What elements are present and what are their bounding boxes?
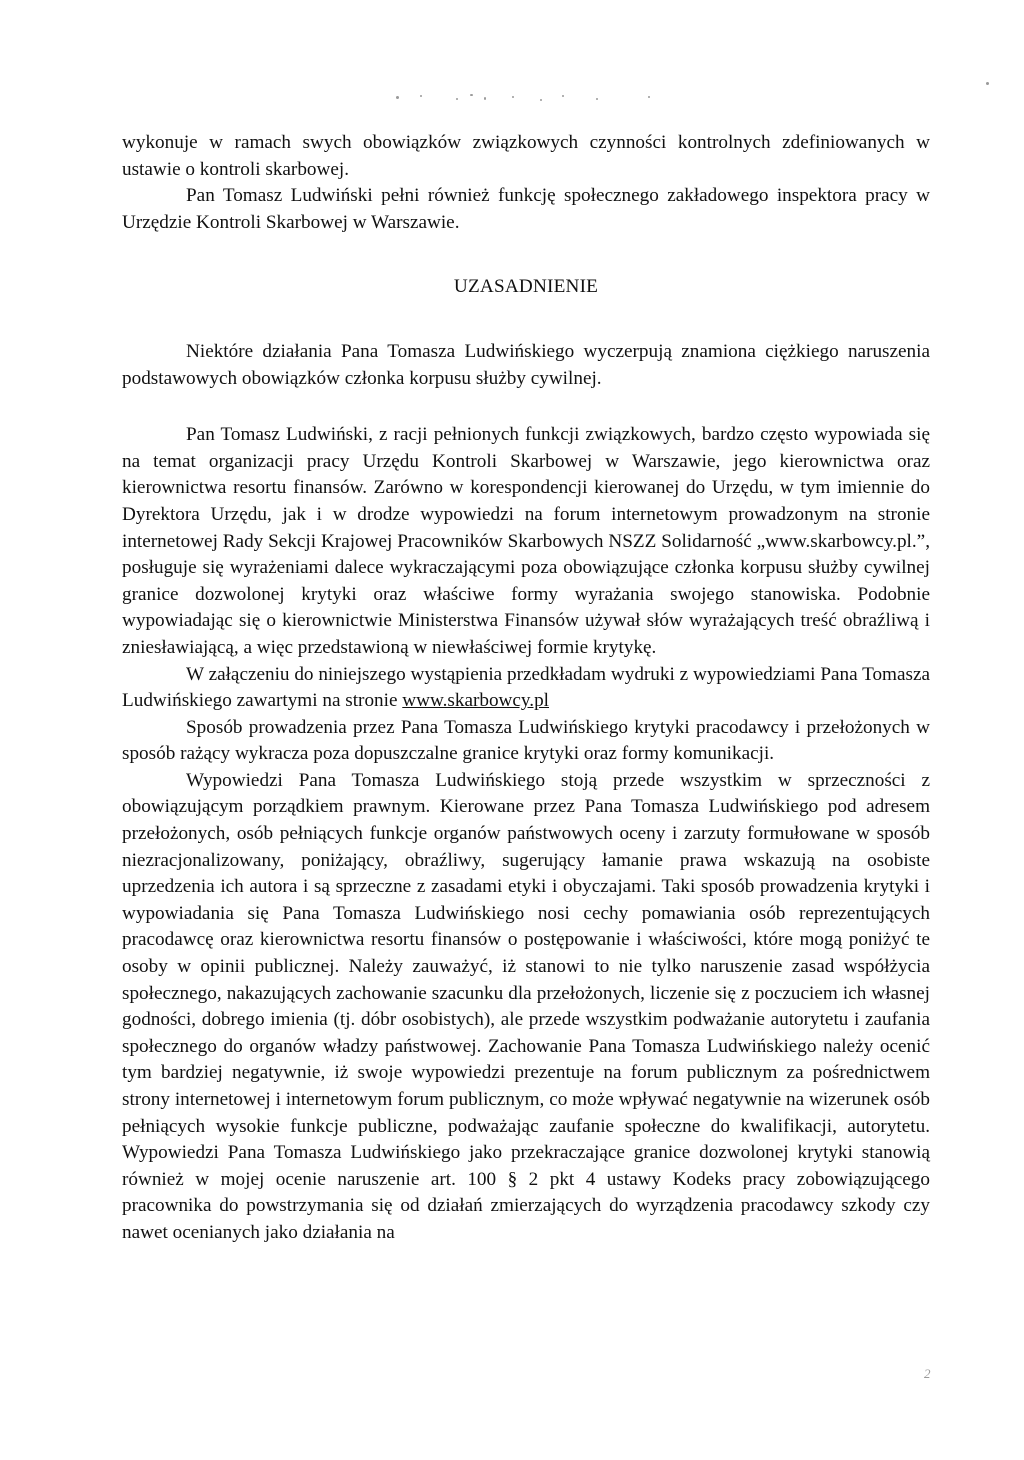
scan-speck <box>596 98 598 100</box>
page-number: 2 <box>924 1366 931 1381</box>
scan-speck <box>562 95 564 97</box>
scan-speck <box>396 96 399 99</box>
paragraph-legal-assessment: Wypowiedzi Pana Tomasza Ludwińskiego stoją przede wszystkim w sprzeczności z obowiązującym porządkiem prawnym. Kierowane przez Pana Tomasza Ludwińskiego pod adresem przełożonych, osób pełniących funkcje organów państwowych oceny i zarzuty formułowane w sposób niezracjonalizowany, poniżający, obraźliwy, sugerujący łamanie prawa wskazują na osobiste uprzedzenia ich autora i są sprzeczne z zasadami etyki i obyczajami. Taki sposób prowadzenia krytyki i wypowiadania się Pana Tomasza Ludwińskiego nosi cechy pomawiania osób reprezentujących pracodawcę oraz kierownictwa resortu finansów o postępowanie i właściwości, które mogą poniżyć te osoby w opinii publicznej. Należy zauważyć, iż stanowi to nie tylko naruszenie zasad współżycia społecznego, nakazujących zachowanie szacunku dla przełożonych, liczenie się z poczuciem ich własnej godności, dobrego imienia (tj. dóbr osobistych), ale przede wszystkim podważanie autorytetu i zaufania społecznego do organów władzy państwowej. Zachowanie Pana Tomasza Ludwińskiego należy ocenić tym bardziej negatywnie, iż swoje wypowiedzi prezentuje na forum publicznym za pośrednictwem strony internetowej i internetowym forum publicznym, co może wpływać negatywnie na wizerunek osób pełniących wysokie funkcje publiczne, podważając zaufanie społeczne do kwalifikacji, autorytetu. Wypowiedzi Pana Tomasza Ludwińskiego jako przekraczające granice dozwolonej krytyki stanowią również w mojej ocenie naruszenie art. 100 § 2 pkt 4 ustawy Kodeks pracy zobowiązującego pracownika do powstrzymania się od działań zmierzających do wyrządzenia pracodawcy szkody czy nawet ocenianych jako działania na <box>122 769 930 1243</box>
scan-speck <box>470 94 473 96</box>
paragraph-attachment <box>122 662 930 715</box>
scan-speck <box>512 96 514 98</box>
attachment-text: W załączeniu do niniejszego wystąpienia przedkładam wydruki z wypowiedziami Pana Tomasza Ludwińskiego zawartymi na stronie <box>122 663 930 712</box>
document-body <box>122 130 930 1247</box>
website-link[interactable]: www.skarbowcy.pl <box>402 690 549 712</box>
scan-speck <box>420 95 422 97</box>
scan-speck <box>456 98 458 100</box>
scan-speck <box>986 82 989 85</box>
paragraph-violation-summary: Niektóre działania Pana Tomasza Ludwińskiego wyczerpują znamiona ciężkiego naruszenia podstawowych obowiązków członka korpusu służby cywilnej. <box>122 340 930 389</box>
paragraph-statements: Pan Tomasz Ludwiński, z racji pełnionych funkcji związkowych, bardzo często wypowiada się na temat organizacji pracy Urzędu Kontroli Skarbowej w Warszawie, jego kierownictwa oraz kierownictwa resortu finansów. Zarówno w korespondencji kierowanej do Urzędu, w tym imiennie do Dyrektora Urzędu, jak i w drodze wypowiedzi na forum internetowym prowadzonym na stronie internetowej Rady Sekcji Krajowej Pracowników Skarbowych NSZZ Solidarność „www.skarbowcy.pl.”, posługuje się wyrażeniami dalece wykraczającymi poza obowiązujące członka korpusu służby cywilnej granice dozwolonej krytyki oraz właściwe formy wyrażania swojego stanowiska. Podobnie wypowiadając się o kierownictwie Ministerstwa Finansów używał słów wyrażających treść obraźliwą i zniesławiającą, a więc przedstawioną w niewłaściwej formie krytykę. <box>122 424 930 658</box>
section-heading: UZASADNIENIE <box>453 276 599 298</box>
paragraph-criticism-manner: Sposób prowadzenia przez Pana Tomasza Ludwińskiego krytyki pracodawcy i przełożonych w sposób rażący wykracza poza dopuszczalne granice krytyki oraz formy komunikacji. <box>122 716 930 765</box>
paragraph-inspector-role: Pan Tomasz Ludwiński pełni również funkcję społecznego zakładowego inspektora pracy w Urzędzie Kontroli Skarbowej w Warszawie. <box>122 185 930 233</box>
paragraph-continuation: wykonuje w ramach swych obowiązków związkowych czynności kontrolnych zdefiniowanych w ustawie o kontroli skarbowej. <box>122 132 930 180</box>
scan-speck <box>540 99 542 101</box>
scan-speck <box>484 97 486 100</box>
scan-speck <box>648 96 650 98</box>
